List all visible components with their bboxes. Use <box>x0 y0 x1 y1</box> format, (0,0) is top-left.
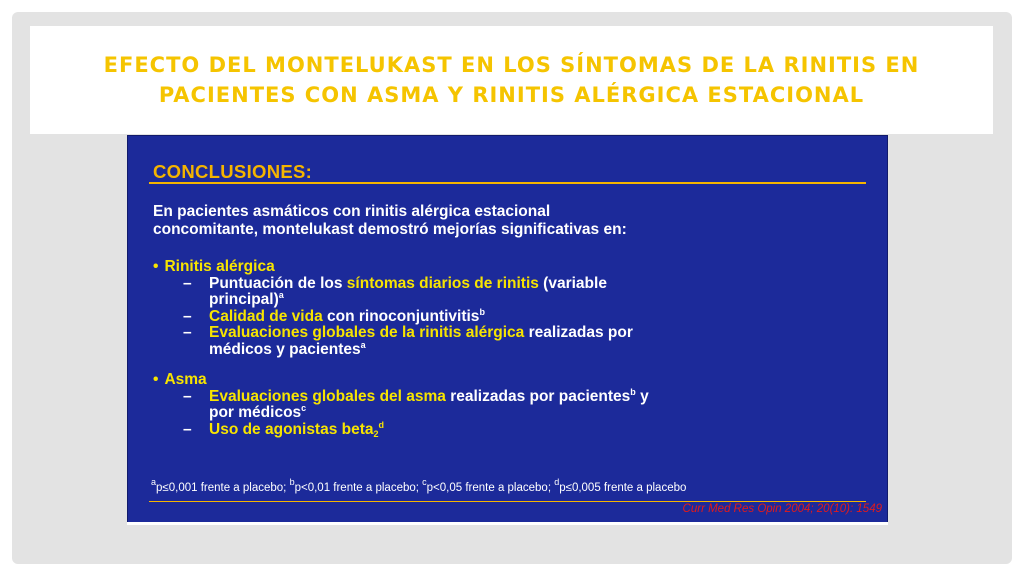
citation: Curr Med Res Opin 2004; 20(10): 1549 <box>682 503 882 515</box>
dash-icon: – <box>183 274 192 292</box>
section-rinitis <box>153 259 633 358</box>
section-asma-header <box>153 372 649 389</box>
conclusions-image <box>127 135 888 525</box>
title-line-2: PACIENTES CON ASMA Y RINITIS ALÉRGICA ESTACIONAL <box>158 83 865 107</box>
item-text: (variable <box>538 274 607 292</box>
intro-line-1: En pacientes asmáticos con rinitis alérgica estacional <box>153 203 551 220</box>
title-line-1: EFECTO DEL MONTELUKAST EN LOS SÍNTOMAS DE LA RINITIS EN <box>103 53 920 77</box>
footnote-text: p<0,01 frente a placebo; <box>294 482 423 494</box>
dash-icon: – <box>183 387 192 405</box>
item-text: con rinoconjuntivitis <box>322 307 480 325</box>
conclusions-heading: CONCLUSIONES: <box>153 161 313 182</box>
footnote-sup: a <box>151 477 157 487</box>
section-asma-label: Asma <box>164 371 207 388</box>
dash-icon: – <box>183 420 192 438</box>
item-text: principal) <box>209 291 279 308</box>
item-highlight: Evaluaciones globales del asma <box>209 387 446 405</box>
superscript: b <box>479 306 485 317</box>
superscript: b <box>630 386 636 397</box>
item-text: médicos y pacientes <box>209 340 361 358</box>
section-rinitis-header <box>153 259 633 276</box>
rinitis-item-3 <box>153 325 633 358</box>
item-text: Puntuación de los <box>209 274 347 292</box>
footnote-text: p≤0,001 frente a placebo; <box>156 482 290 494</box>
heading-rule <box>149 182 866 184</box>
intro-line-2: concomitante, montelukast demostró mejorías significativas en: <box>153 221 627 238</box>
footnote-sup: b <box>289 477 295 487</box>
item-text: por médicos <box>209 404 302 421</box>
section-asma <box>153 372 649 438</box>
asma-item-2 <box>153 419 649 439</box>
section-rinitis-label: Rinitis alérgica <box>164 258 275 275</box>
footnote-text: p<0,05 frente a placebo; <box>426 482 555 494</box>
rinitis-item-1 <box>153 276 633 309</box>
image-bottom-border <box>127 522 888 525</box>
dash-icon: – <box>183 324 192 341</box>
item-text: y <box>635 387 649 405</box>
footnote-sup: c <box>422 477 427 487</box>
rinitis-item-2 <box>153 306 633 326</box>
dash-icon: – <box>183 307 192 325</box>
superscript: d <box>378 419 385 430</box>
superscript: c <box>301 403 307 413</box>
item-highlight: Evaluaciones globales de la rinitis alérgica <box>209 324 525 341</box>
footnote <box>151 477 687 494</box>
item-highlight: Uso de agonistas beta <box>209 420 374 438</box>
item-highlight: Calidad de vida <box>209 307 323 325</box>
item-highlight: síntomas diarios de rinitis <box>346 274 539 292</box>
item-text: realizadas por <box>524 324 633 341</box>
intro-text <box>153 203 627 239</box>
title-box <box>30 26 993 134</box>
superscript: a <box>360 339 366 350</box>
subscript: 2 <box>373 428 379 439</box>
footnote-text: p≤0,005 frente a placebo <box>559 482 687 494</box>
bullet-icon: • <box>153 258 159 275</box>
item-text: realizadas por pacientes <box>445 387 631 405</box>
bullet-icon: • <box>153 371 159 388</box>
footnote-sup: d <box>554 477 560 487</box>
asma-item-1 <box>153 386 649 422</box>
superscript: a <box>278 290 284 300</box>
footnote-rule <box>149 501 866 502</box>
